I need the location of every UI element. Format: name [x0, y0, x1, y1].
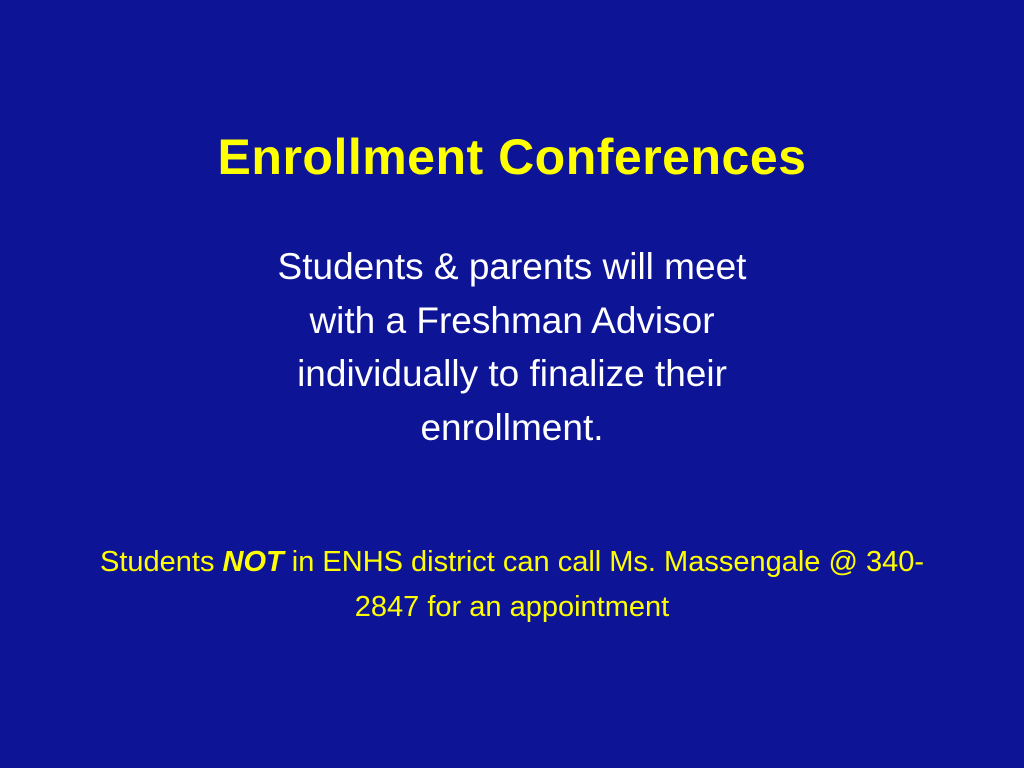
note-emphasis: NOT: [222, 546, 284, 578]
note-suffix: in ENHS district can call Ms. Massengale @ 340-2847 for an appointment: [283, 546, 925, 623]
note-text-block: [90, 540, 934, 630]
note-prefix: Students: [99, 546, 223, 578]
body-line: enrollment.: [420, 406, 604, 448]
body-text-block: [162, 240, 862, 455]
body-line: with a Freshman Advisor: [309, 299, 715, 341]
body-line: Students & parents will meet: [277, 246, 747, 287]
body-line: individually to finalize their: [297, 353, 727, 395]
page-title: Enrollment Conferences: [217, 129, 807, 185]
